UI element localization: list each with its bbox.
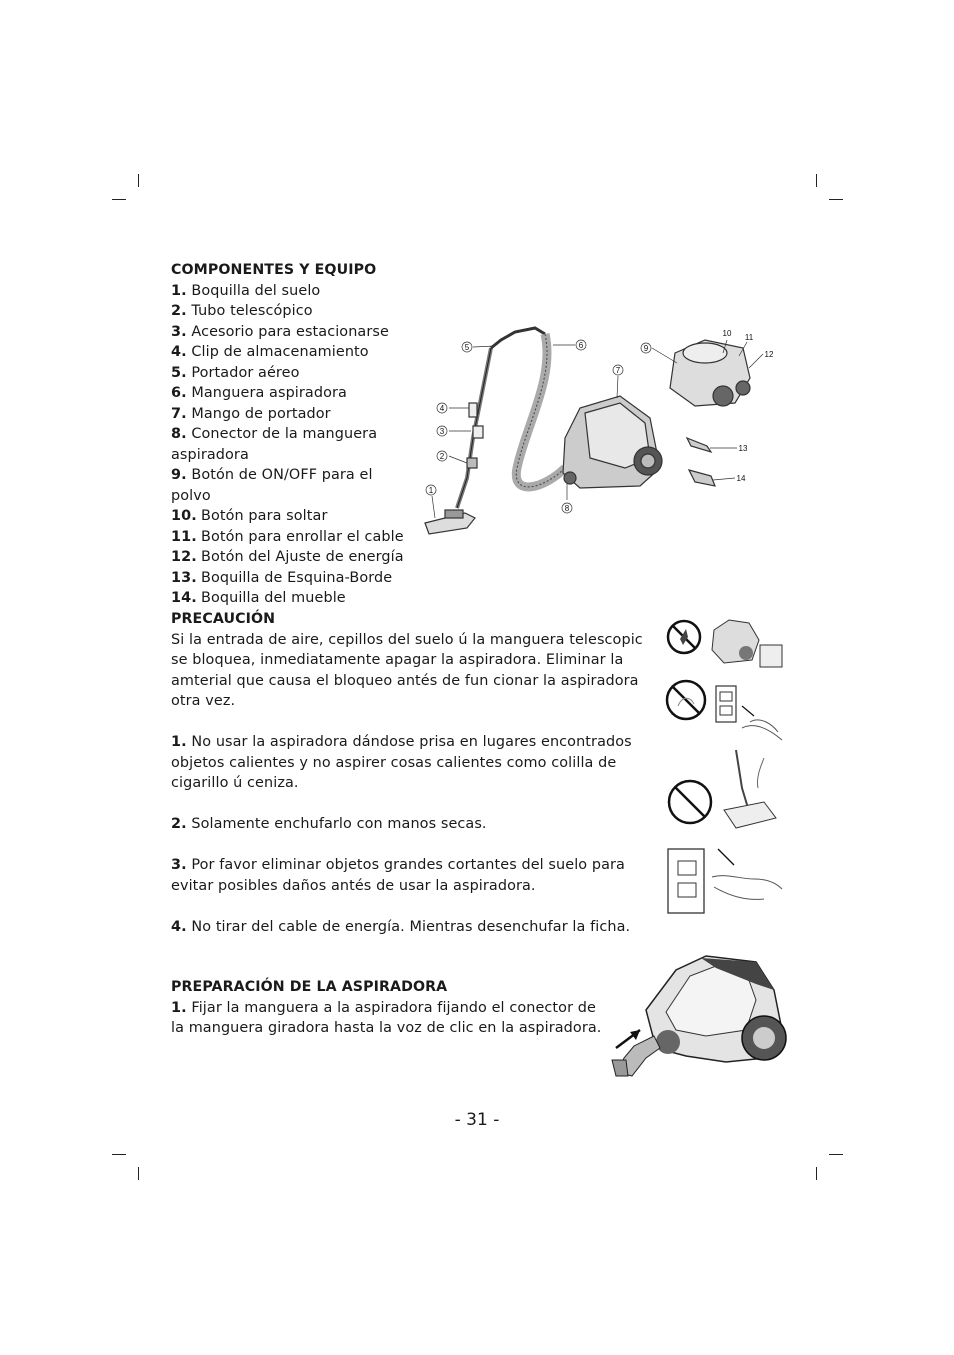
- caution-item: 4. No tirar del cable de energía. Mientras desenchufar la ficha.: [171, 918, 631, 935]
- caution-item: 3. Por favor eliminar objetos grandes cortantes del suelo para evitar posibles daños antés de usar la aspiradora.: [171, 857, 625, 894]
- list-item: 13. Boquilla de Esquina-Borde: [171, 569, 393, 586]
- caution-illustration-4: [664, 843, 786, 915]
- crop-mark: [816, 1167, 817, 1180]
- list-item: 8. Conector de la manguera aspiradora: [171, 426, 378, 463]
- list-item: 2. Tubo telescópico: [171, 303, 313, 319]
- diagram-label: 13: [738, 444, 748, 453]
- list-item: 12. Botón del Ajuste de energía: [171, 549, 404, 565]
- components-title: COMPONENTES Y EQUIPO: [171, 262, 377, 278]
- list-item: 6. Manguera aspiradora: [171, 385, 347, 401]
- preparation-title: PREPARACIÓN DE LA ASPIRADORA: [171, 979, 448, 995]
- caution-illustration-2: [664, 678, 786, 746]
- diagram-label: 9: [643, 344, 649, 353]
- caution-title: PRECAUCIÓN: [171, 611, 276, 627]
- diagram-label: 14: [736, 474, 746, 483]
- list-item: 3. Acesorio para estacionarse: [171, 323, 389, 340]
- crop-mark: [138, 1167, 139, 1180]
- caution-item: 2. Solamente enchufarlo con manos secas.: [171, 816, 487, 832]
- crop-mark: [829, 199, 843, 200]
- diagram-label: 4: [439, 404, 445, 413]
- diagram-label: 10: [722, 329, 732, 338]
- components-list: [171, 281, 411, 609]
- preparation-section: [171, 977, 603, 1039]
- list-item: 7. Mango de portador: [171, 405, 331, 422]
- caution-item: 1. No usar la aspiradora dándose prisa en lugares encontrados objetos calientes y no aspirer cosas calientes como colilla de cigarillo ú ceniza.: [171, 734, 632, 791]
- list-item: 1. Boquilla del suelo: [171, 282, 321, 299]
- caution-intro: Si la entrada de aire, cepillos del suelo ú la manguera telescopic se bloquea, inmediatamente apagar la aspiradora. Eliminar la amterial que causa el bloqueo antés de fun cionar la aspiradora otra vez.: [171, 631, 643, 709]
- list-item: 14. Boquilla del mueble: [171, 590, 346, 606]
- preparation-illustration: [606, 950, 788, 1080]
- components-diagram: [405, 318, 785, 543]
- diagram-label: 6: [578, 341, 584, 350]
- caution-illustration-1: [664, 615, 786, 675]
- flame-icon: [680, 629, 688, 645]
- diagram-label: 11: [744, 333, 754, 342]
- wall-socket-icon: [716, 686, 736, 722]
- list-item: 4. Clip de almacenamiento: [171, 344, 369, 360]
- components-section: [171, 260, 411, 609]
- crop-mark: [829, 1154, 843, 1155]
- crop-mark: [816, 174, 817, 187]
- crop-mark: [112, 1154, 126, 1155]
- list-item: 5. Portador aéreo: [171, 364, 300, 381]
- preparation-item: 1. Fijar la manguera a la aspiradora fijando el conector de la manguera giradora hasta la voz de clic en la aspiradora.: [171, 999, 602, 1036]
- caution-illustration-3: [664, 748, 786, 838]
- floor-nozzle-icon: [724, 802, 776, 828]
- diagram-label: 12: [764, 350, 774, 359]
- list-item: 10. Botón para soltar: [171, 508, 328, 524]
- diagram-label: 1: [428, 486, 434, 495]
- wall-socket-icon: [668, 849, 704, 913]
- crop-mark: [138, 174, 139, 187]
- caution-section: [171, 609, 661, 937]
- diagram-label: 2: [439, 452, 445, 461]
- crop-mark: [112, 199, 126, 200]
- diagram-label: 8: [564, 504, 570, 513]
- list-item: 9. Botón de ON/OFF para el polvo: [171, 467, 373, 504]
- diagram-label: 7: [615, 366, 621, 375]
- page-number: - 31 -: [454, 1110, 500, 1130]
- diagram-label: 5: [464, 343, 470, 352]
- hand-icon: [712, 876, 782, 889]
- list-item: 11. Botón para enrollar el cable: [171, 528, 404, 545]
- diagram-label: 3: [439, 427, 445, 436]
